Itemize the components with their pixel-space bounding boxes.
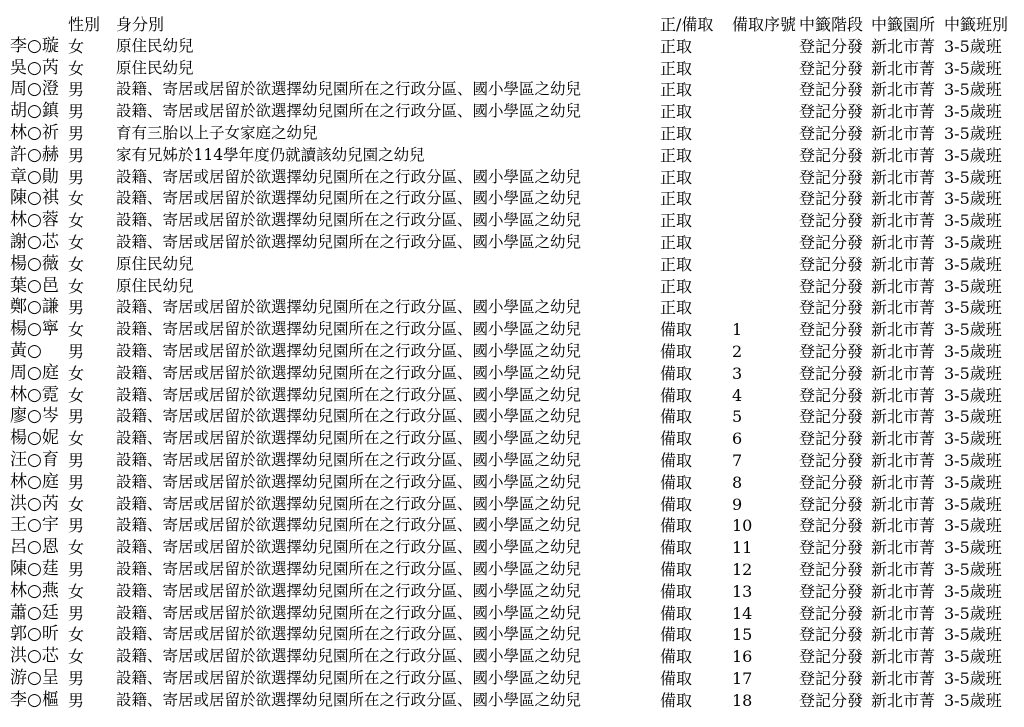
student-sex: 男 bbox=[68, 145, 85, 165]
assigned-kindergarten: 新北市菁 bbox=[871, 320, 936, 340]
lottery-stage: 登記分發 bbox=[799, 341, 864, 361]
student-sex: 女 bbox=[68, 538, 85, 558]
lottery-stage: 登記分發 bbox=[799, 625, 864, 645]
student-name: 鄭○謙 bbox=[10, 297, 59, 318]
assigned-kindergarten: 新北市菁 bbox=[871, 385, 936, 405]
assigned-kindergarten: 新北市菁 bbox=[871, 36, 936, 56]
assigned-kindergarten: 新北市菁 bbox=[871, 298, 936, 318]
assigned-kindergarten: 新北市菁 bbox=[871, 668, 936, 688]
identity-category: 設籍、寄居或居留於欲選擇幼兒園所在之行政分區、國小學區之幼兒 bbox=[116, 102, 582, 121]
assigned-kindergarten: 新北市菁 bbox=[871, 603, 936, 623]
identity-category: 設籍、寄居或居留於欲選擇幼兒園所在之行政分區、國小學區之幼兒 bbox=[116, 232, 582, 251]
admission-status: 備取 bbox=[660, 538, 693, 558]
lottery-stage: 登記分發 bbox=[799, 647, 864, 667]
student-name: 周○庭 bbox=[10, 362, 59, 383]
admission-status: 備取 bbox=[660, 559, 693, 579]
lottery-stage: 登記分發 bbox=[799, 538, 864, 558]
assigned-class: 3-5歲班 bbox=[944, 385, 1002, 405]
student-name: 陳○莛 bbox=[10, 558, 59, 579]
waitlist-number: 4 bbox=[732, 385, 743, 405]
waitlist-number: 6 bbox=[732, 429, 743, 449]
admission-status: 正取 bbox=[660, 232, 693, 252]
student-sex: 男 bbox=[68, 167, 85, 187]
admission-status: 正取 bbox=[660, 123, 693, 143]
student-name: 周○澄 bbox=[10, 79, 59, 100]
student-name: 胡○鎮 bbox=[10, 101, 59, 122]
identity-category: 設籍、寄居或居留於欲選擇幼兒園所在之行政分區、國小學區之幼兒 bbox=[116, 363, 582, 382]
lottery-stage: 登記分發 bbox=[799, 581, 864, 601]
student-sex: 女 bbox=[68, 58, 85, 78]
student-name: 黃○ bbox=[10, 340, 42, 361]
header-kindergarten: 中籤園所 bbox=[871, 15, 936, 34]
admission-status: 備取 bbox=[660, 407, 693, 427]
assigned-class: 3-5歲班 bbox=[944, 341, 1002, 361]
lottery-stage: 登記分發 bbox=[799, 298, 864, 318]
student-name: 林○燕 bbox=[10, 580, 59, 601]
assigned-kindergarten: 新北市菁 bbox=[871, 211, 936, 231]
lottery-stage: 登記分發 bbox=[799, 407, 864, 427]
identity-category: 設籍、寄居或居留於欲選擇幼兒園所在之行政分區、國小學區之幼兒 bbox=[116, 538, 582, 557]
admission-status: 備取 bbox=[660, 320, 693, 340]
lottery-stage: 登記分發 bbox=[799, 167, 864, 187]
lottery-stage: 登記分發 bbox=[799, 690, 864, 710]
assigned-class: 3-5歲班 bbox=[944, 472, 1002, 492]
identity-category: 設籍、寄居或居留於欲選擇幼兒園所在之行政分區、國小學區之幼兒 bbox=[116, 581, 582, 600]
assigned-kindergarten: 新北市菁 bbox=[871, 276, 936, 296]
admission-status: 正取 bbox=[660, 36, 693, 56]
assigned-kindergarten: 新北市菁 bbox=[871, 472, 936, 492]
student-sex: 女 bbox=[68, 276, 85, 296]
admission-status: 正取 bbox=[660, 167, 693, 187]
student-name: 許○赫 bbox=[10, 144, 59, 165]
assigned-kindergarten: 新北市菁 bbox=[871, 516, 936, 536]
student-name: 王○宇 bbox=[10, 515, 59, 536]
assigned-kindergarten: 新北市菁 bbox=[871, 581, 936, 601]
assigned-kindergarten: 新北市菁 bbox=[871, 625, 936, 645]
assigned-kindergarten: 新北市菁 bbox=[871, 145, 936, 165]
identity-category: 原住民幼兒 bbox=[116, 276, 194, 295]
assigned-class: 3-5歲班 bbox=[944, 407, 1002, 427]
admission-status: 備取 bbox=[660, 341, 693, 361]
assigned-class: 3-5歲班 bbox=[944, 450, 1002, 470]
assigned-kindergarten: 新北市菁 bbox=[871, 123, 936, 143]
assigned-kindergarten: 新北市菁 bbox=[871, 407, 936, 427]
assigned-class: 3-5歲班 bbox=[944, 102, 1002, 122]
student-name: 李○樞 bbox=[10, 689, 59, 710]
lottery-stage: 登記分發 bbox=[799, 450, 864, 470]
waitlist-number: 10 bbox=[732, 516, 753, 536]
identity-category: 育有三胎以上子女家庭之幼兒 bbox=[116, 123, 318, 142]
assigned-class: 3-5歲班 bbox=[944, 36, 1002, 56]
student-name: 謝○芯 bbox=[10, 231, 59, 252]
lottery-stage: 登記分發 bbox=[799, 80, 864, 100]
identity-category: 家有兄姊於114學年度仍就讀該幼兒園之幼兒 bbox=[116, 145, 425, 164]
assigned-kindergarten: 新北市菁 bbox=[871, 80, 936, 100]
assigned-class: 3-5歲班 bbox=[944, 58, 1002, 78]
identity-category: 設籍、寄居或居留於欲選擇幼兒園所在之行政分區、國小學區之幼兒 bbox=[116, 407, 582, 426]
lottery-stage: 登記分發 bbox=[799, 102, 864, 122]
identity-category: 設籍、寄居或居留於欲選擇幼兒園所在之行政分區、國小學區之幼兒 bbox=[116, 516, 582, 535]
assigned-kindergarten: 新北市菁 bbox=[871, 341, 936, 361]
student-name: 林○庭 bbox=[10, 471, 59, 492]
student-sex: 女 bbox=[68, 625, 85, 645]
waitlist-number: 17 bbox=[732, 668, 753, 688]
header-stage: 中籤階段 bbox=[799, 15, 864, 34]
admission-status: 正取 bbox=[660, 80, 693, 100]
admission-status: 備取 bbox=[660, 494, 693, 514]
admission-status: 備取 bbox=[660, 385, 693, 405]
admission-status: 備取 bbox=[660, 668, 693, 688]
assigned-class: 3-5歲班 bbox=[944, 494, 1002, 514]
waitlist-number: 2 bbox=[732, 341, 743, 361]
header-class: 中籤班別 bbox=[944, 15, 1009, 34]
lottery-stage: 登記分發 bbox=[799, 472, 864, 492]
lottery-stage: 登記分發 bbox=[799, 363, 864, 383]
waitlist-number: 15 bbox=[732, 625, 753, 645]
header-identity: 身分別 bbox=[116, 15, 165, 34]
student-name: 章○勛 bbox=[10, 166, 59, 187]
lottery-stage: 登記分發 bbox=[799, 232, 864, 252]
identity-category: 設籍、寄居或居留於欲選擇幼兒園所在之行政分區、國小學區之幼兒 bbox=[116, 450, 582, 469]
waitlist-number: 18 bbox=[732, 690, 753, 710]
student-sex: 男 bbox=[68, 472, 85, 492]
student-name: 游○呈 bbox=[10, 667, 59, 688]
lottery-stage: 登記分發 bbox=[799, 189, 864, 209]
student-name: 李○璇 bbox=[10, 35, 59, 56]
lottery-stage: 登記分發 bbox=[799, 254, 864, 274]
admission-status: 備取 bbox=[660, 625, 693, 645]
identity-category: 設籍、寄居或居留於欲選擇幼兒園所在之行政分區、國小學區之幼兒 bbox=[116, 559, 582, 578]
identity-category: 原住民幼兒 bbox=[116, 254, 194, 273]
student-sex: 女 bbox=[68, 363, 85, 383]
admission-status: 正取 bbox=[660, 145, 693, 165]
student-sex: 男 bbox=[68, 102, 85, 122]
assigned-class: 3-5歲班 bbox=[944, 320, 1002, 340]
assigned-class: 3-5歲班 bbox=[944, 189, 1002, 209]
waitlist-number: 9 bbox=[732, 494, 743, 514]
assigned-class: 3-5歲班 bbox=[944, 647, 1002, 667]
lottery-stage: 登記分發 bbox=[799, 559, 864, 579]
assigned-class: 3-5歲班 bbox=[944, 276, 1002, 296]
waitlist-number: 3 bbox=[732, 363, 743, 383]
student-sex: 女 bbox=[68, 320, 85, 340]
assigned-class: 3-5歲班 bbox=[944, 603, 1002, 623]
student-name: 林○霓 bbox=[10, 384, 59, 405]
admission-status: 備取 bbox=[660, 603, 693, 623]
identity-category: 設籍、寄居或居留於欲選擇幼兒園所在之行政分區、國小學區之幼兒 bbox=[116, 298, 582, 317]
assigned-kindergarten: 新北市菁 bbox=[871, 450, 936, 470]
identity-category: 設籍、寄居或居留於欲選擇幼兒園所在之行政分區、國小學區之幼兒 bbox=[116, 603, 582, 622]
lottery-stage: 登記分發 bbox=[799, 494, 864, 514]
lottery-stage: 登記分發 bbox=[799, 276, 864, 296]
student-name: 洪○芮 bbox=[10, 493, 59, 514]
student-sex: 男 bbox=[68, 668, 85, 688]
lottery-stage: 登記分發 bbox=[799, 123, 864, 143]
admission-status: 備取 bbox=[660, 429, 693, 449]
header-sex: 性別 bbox=[68, 15, 101, 34]
lottery-stage: 登記分發 bbox=[799, 211, 864, 231]
assigned-kindergarten: 新北市菁 bbox=[871, 102, 936, 122]
assigned-class: 3-5歲班 bbox=[944, 211, 1002, 231]
student-sex: 女 bbox=[68, 211, 85, 231]
admission-status: 正取 bbox=[660, 254, 693, 274]
student-name: 蕭○廷 bbox=[10, 602, 59, 623]
identity-category: 設籍、寄居或居留於欲選擇幼兒園所在之行政分區、國小學區之幼兒 bbox=[116, 385, 582, 404]
student-sex: 女 bbox=[68, 36, 85, 56]
admission-status: 備取 bbox=[660, 363, 693, 383]
admission-status: 備取 bbox=[660, 516, 693, 536]
assigned-class: 3-5歲班 bbox=[944, 254, 1002, 274]
student-name: 楊○妮 bbox=[10, 428, 59, 449]
assigned-class: 3-5歲班 bbox=[944, 298, 1002, 318]
admission-status: 備取 bbox=[660, 581, 693, 601]
lottery-stage: 登記分發 bbox=[799, 603, 864, 623]
student-name: 郭○昕 bbox=[10, 624, 59, 645]
admission-status: 備取 bbox=[660, 690, 693, 710]
assigned-kindergarten: 新北市菁 bbox=[871, 167, 936, 187]
assigned-kindergarten: 新北市菁 bbox=[871, 58, 936, 78]
admission-status: 正取 bbox=[660, 211, 693, 231]
lottery-stage: 登記分發 bbox=[799, 429, 864, 449]
assigned-class: 3-5歲班 bbox=[944, 625, 1002, 645]
student-name: 楊○寧 bbox=[10, 319, 59, 340]
student-sex: 女 bbox=[68, 647, 85, 667]
waitlist-number: 13 bbox=[732, 581, 753, 601]
assigned-class: 3-5歲班 bbox=[944, 668, 1002, 688]
admission-status: 備取 bbox=[660, 450, 693, 470]
lottery-stage: 登記分發 bbox=[799, 36, 864, 56]
header-admission: 正/備取 bbox=[660, 15, 714, 34]
identity-category: 設籍、寄居或居留於欲選擇幼兒園所在之行政分區、國小學區之幼兒 bbox=[116, 341, 582, 360]
identity-category: 設籍、寄居或居留於欲選擇幼兒園所在之行政分區、國小學區之幼兒 bbox=[116, 211, 582, 230]
student-sex: 男 bbox=[68, 341, 85, 361]
waitlist-number: 16 bbox=[732, 647, 753, 667]
waitlist-number: 14 bbox=[732, 603, 753, 623]
assigned-kindergarten: 新北市菁 bbox=[871, 647, 936, 667]
student-name: 陳○祺 bbox=[10, 188, 59, 209]
identity-category: 設籍、寄居或居留於欲選擇幼兒園所在之行政分區、國小學區之幼兒 bbox=[116, 472, 582, 491]
assigned-kindergarten: 新北市菁 bbox=[871, 559, 936, 579]
assigned-kindergarten: 新北市菁 bbox=[871, 494, 936, 514]
assigned-class: 3-5歲班 bbox=[944, 429, 1002, 449]
student-sex: 男 bbox=[68, 80, 85, 100]
lottery-stage: 登記分發 bbox=[799, 58, 864, 78]
identity-category: 設籍、寄居或居留於欲選擇幼兒園所在之行政分區、國小學區之幼兒 bbox=[116, 80, 582, 99]
admission-status: 備取 bbox=[660, 647, 693, 667]
identity-category: 設籍、寄居或居留於欲選擇幼兒園所在之行政分區、國小學區之幼兒 bbox=[116, 167, 582, 186]
student-sex: 男 bbox=[68, 516, 85, 536]
student-sex: 女 bbox=[68, 494, 85, 514]
student-sex: 女 bbox=[68, 254, 85, 274]
student-name: 楊○薇 bbox=[10, 253, 59, 274]
assigned-class: 3-5歲班 bbox=[944, 167, 1002, 187]
admission-status: 備取 bbox=[660, 472, 693, 492]
student-sex: 女 bbox=[68, 385, 85, 405]
waitlist-number: 5 bbox=[732, 407, 743, 427]
assigned-class: 3-5歲班 bbox=[944, 232, 1002, 252]
assigned-kindergarten: 新北市菁 bbox=[871, 363, 936, 383]
assigned-class: 3-5歲班 bbox=[944, 559, 1002, 579]
assigned-class: 3-5歲班 bbox=[944, 123, 1002, 143]
header-waitlist-no: 備取序號 bbox=[732, 15, 797, 34]
student-sex: 男 bbox=[68, 559, 85, 579]
student-name: 呂○恩 bbox=[10, 537, 59, 558]
assigned-class: 3-5歲班 bbox=[944, 363, 1002, 383]
assigned-kindergarten: 新北市菁 bbox=[871, 254, 936, 274]
waitlist-number: 11 bbox=[732, 538, 753, 558]
lottery-stage: 登記分發 bbox=[799, 516, 864, 536]
identity-category: 設籍、寄居或居留於欲選擇幼兒園所在之行政分區、國小學區之幼兒 bbox=[116, 189, 582, 208]
lottery-stage: 登記分發 bbox=[799, 145, 864, 165]
student-name: 葉○邑 bbox=[10, 275, 59, 296]
student-sex: 女 bbox=[68, 189, 85, 209]
assigned-class: 3-5歲班 bbox=[944, 80, 1002, 100]
waitlist-number: 1 bbox=[732, 320, 743, 340]
identity-category: 設籍、寄居或居留於欲選擇幼兒園所在之行政分區、國小學區之幼兒 bbox=[116, 690, 582, 709]
student-sex: 女 bbox=[68, 581, 85, 601]
student-sex: 男 bbox=[68, 450, 85, 470]
lottery-stage: 登記分發 bbox=[799, 668, 864, 688]
student-name: 吳○芮 bbox=[10, 57, 59, 78]
admission-status: 正取 bbox=[660, 189, 693, 209]
student-sex: 男 bbox=[68, 407, 85, 427]
identity-category: 設籍、寄居或居留於欲選擇幼兒園所在之行政分區、國小學區之幼兒 bbox=[116, 320, 582, 339]
admission-status: 正取 bbox=[660, 276, 693, 296]
student-name: 林○蓉 bbox=[10, 210, 59, 231]
assigned-class: 3-5歲班 bbox=[944, 690, 1002, 710]
identity-category: 設籍、寄居或居留於欲選擇幼兒園所在之行政分區、國小學區之幼兒 bbox=[116, 647, 582, 666]
identity-category: 設籍、寄居或居留於欲選擇幼兒園所在之行政分區、國小學區之幼兒 bbox=[116, 429, 582, 448]
lottery-stage: 登記分發 bbox=[799, 385, 864, 405]
assigned-class: 3-5歲班 bbox=[944, 516, 1002, 536]
student-name: 林○祈 bbox=[10, 122, 59, 143]
assigned-class: 3-5歲班 bbox=[944, 145, 1002, 165]
student-sex: 男 bbox=[68, 123, 85, 143]
assigned-class: 3-5歲班 bbox=[944, 581, 1002, 601]
assigned-class: 3-5歲班 bbox=[944, 538, 1002, 558]
student-sex: 男 bbox=[68, 603, 85, 623]
waitlist-number: 7 bbox=[732, 450, 743, 470]
waitlist-number: 8 bbox=[732, 472, 743, 492]
assigned-kindergarten: 新北市菁 bbox=[871, 429, 936, 449]
student-sex: 男 bbox=[68, 298, 85, 318]
student-sex: 女 bbox=[68, 232, 85, 252]
student-name: 廖○岑 bbox=[10, 406, 59, 427]
identity-category: 原住民幼兒 bbox=[116, 58, 194, 77]
identity-category: 設籍、寄居或居留於欲選擇幼兒園所在之行政分區、國小學區之幼兒 bbox=[116, 668, 582, 687]
admission-status: 正取 bbox=[660, 298, 693, 318]
identity-category: 設籍、寄居或居留於欲選擇幼兒園所在之行政分區、國小學區之幼兒 bbox=[116, 494, 582, 513]
identity-category: 設籍、寄居或居留於欲選擇幼兒園所在之行政分區、國小學區之幼兒 bbox=[116, 625, 582, 644]
student-name: 洪○芯 bbox=[10, 646, 59, 667]
student-name: 汪○育 bbox=[10, 449, 59, 470]
admission-status: 正取 bbox=[660, 102, 693, 122]
admission-status: 正取 bbox=[660, 58, 693, 78]
identity-category: 原住民幼兒 bbox=[116, 36, 194, 55]
assigned-kindergarten: 新北市菁 bbox=[871, 690, 936, 710]
student-sex: 男 bbox=[68, 690, 85, 710]
assigned-kindergarten: 新北市菁 bbox=[871, 189, 936, 209]
assigned-kindergarten: 新北市菁 bbox=[871, 538, 936, 558]
student-sex: 女 bbox=[68, 429, 85, 449]
waitlist-number: 12 bbox=[732, 559, 753, 579]
lottery-stage: 登記分發 bbox=[799, 320, 864, 340]
assigned-kindergarten: 新北市菁 bbox=[871, 232, 936, 252]
